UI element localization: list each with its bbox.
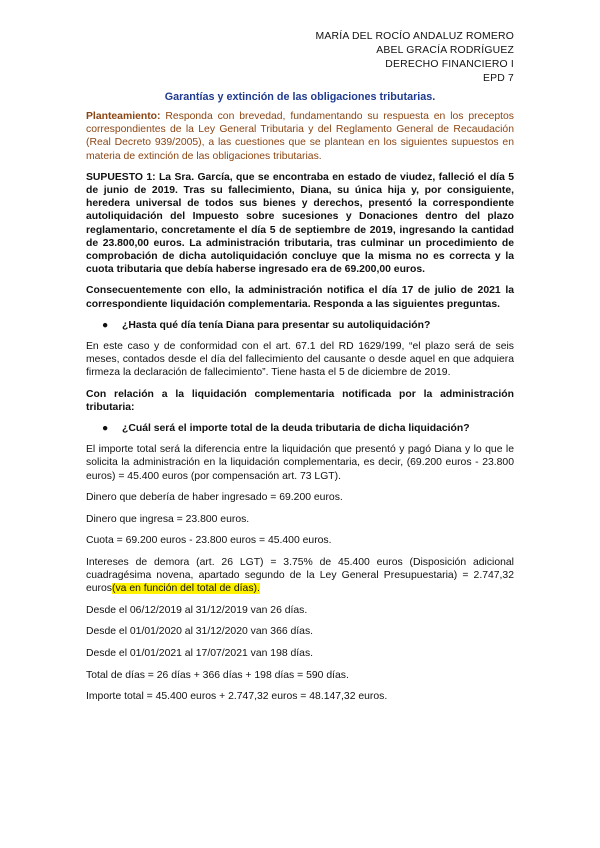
planteamiento-text: Responda con brevedad, fundamentando su respuesta en los preceptos correspondientes de la Ley General Tributaria y del Reglamento General de Recaudación (Real Decreto 939/2005), a las cuestiones que se plantean en los siguientes supuestos en materia de extinción de las obligaciones tributarias. xyxy=(86,111,514,162)
supuesto-1-paragraph: SUPUESTO 1: La Sra. García, que se encontraba en estado de viudez, falleció el día 5 de junio de 2019. Tras su fallecimiento, Diana, su única hija y, por consiguiente, heredera universal de todos sus bienes y derechos, presentó la correspondiente autoliquidación del Impuesto sobre sucesiones y Donaciones dentro del plazo reglamentario, concretamente el día 5 de septiembre de 2019, ingresando la cantidad de 23.800,00 euros. La administración tributaria, tras culminar un procedimiento de comprobación de dicha autoliquidación concluye que la misma no es correcta y la cuota tributaria que debía haberse ingresado era de 69.200,00 euros. xyxy=(86,171,514,276)
document-title: Garantías y extinción de las obligaciones tributarias. xyxy=(164,91,436,103)
calc-line: Dinero que debería de haber ingresado = 69.200 euros. xyxy=(86,491,343,503)
total-days-line: Total de días = 26 días + 366 días + 198 días = 590 días. xyxy=(86,669,349,681)
calc-line: Dinero que ingresa = 23.800 euros. xyxy=(86,513,250,525)
header-block xyxy=(316,30,514,86)
highlighted-note: (va en función del total de días). xyxy=(112,583,260,595)
relacion-paragraph: Con relación a la liquidación complementaria notificada por la administración tributaria: xyxy=(86,388,514,413)
author-1: MARÍA DEL ROCÍO ANDALUZ ROMERO xyxy=(315,31,514,42)
date-range-line: Desde el 01/01/2020 al 31/12/2020 van 366 días. xyxy=(86,626,314,638)
document-body xyxy=(86,110,514,712)
epd-label: EPD 7 xyxy=(482,73,514,84)
planteamiento-paragraph xyxy=(86,110,514,163)
question-1 xyxy=(86,319,514,332)
answer-2-paragraph: El importe total será la diferencia entre la liquidación que presentó y pagó Diana y lo que le solicita la administración en la liquidación complementaria, es decir, (69.200 euros - 23.800 euros) = 45.400 euros (por compensación art. 73 LGT). xyxy=(86,444,514,482)
question-2-text: ¿Cuál será el importe total de la deuda tributaria de dicha liquidación? xyxy=(122,423,470,435)
subject: DERECHO FINANCIERO I xyxy=(385,59,514,70)
consecuentemente-paragraph: Consecuentemente con ello, la administración notifica el día 17 de julio de 2021 la correspondiente liquidación complementaria. Responda a las siguientes preguntas. xyxy=(86,285,514,310)
date-range-line: Desde el 06/12/2019 al 31/12/2019 van 26 días. xyxy=(86,604,308,616)
intereses-paragraph xyxy=(86,556,514,596)
author-2: ABEL GRACÍA RODRÍGUEZ xyxy=(376,45,514,56)
total-amount-line: Importe total = 45.400 euros + 2.747,32 euros = 48.147,32 euros. xyxy=(86,691,388,703)
planteamiento-label: Planteamiento: xyxy=(86,111,161,122)
date-range-line: Desde el 01/01/2021 al 17/07/2021 van 198 días. xyxy=(86,648,314,659)
calc-line: Cuota = 69.200 euros - 23.800 euros = 45.400 euros. xyxy=(86,535,332,547)
answer-1-paragraph: En este caso y de conformidad con el art. 67.1 del RD 1629/199, “el plazo será de seis meses, contados desde el día del fallecimiento del causante o desde aquel en que adquiera firmeza la declaración de fallecimiento”. Tiene hasta el 5 de diciembre de 2019. xyxy=(86,341,514,379)
bullet-icon: ● xyxy=(102,319,109,331)
question-2 xyxy=(86,422,514,435)
bullet-icon: ● xyxy=(102,423,109,435)
intereses-text: Intereses de demora (art. 26 LGT) = 3.75% de 45.400 euros (Disposición adicional cuadragésima novena, apartado segundo de la Ley General Presupuestaria) = 2.747,32 euros xyxy=(86,556,514,595)
question-1-text: ¿Hasta qué día tenía Diana para presentar su autoliquidación? xyxy=(122,319,431,331)
